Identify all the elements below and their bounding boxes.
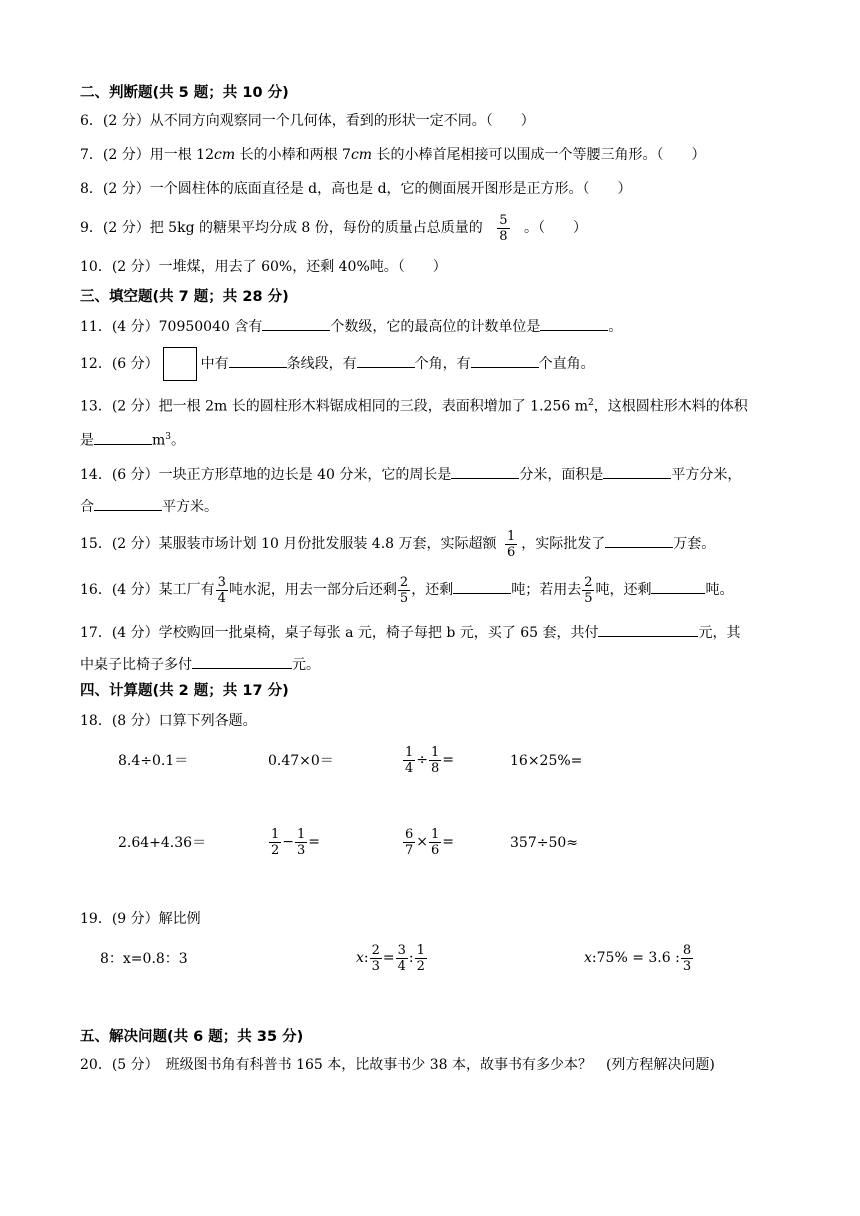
frac: [403, 745, 415, 776]
q15-text-b: ，实际批发了: [521, 536, 606, 552]
q7-unit-1: cm: [214, 147, 236, 163]
q17-text-d: 元。: [292, 657, 320, 673]
q14-text-c: 平方分米，: [671, 467, 742, 483]
frac: [681, 943, 693, 974]
q15-frac-num: 1: [506, 528, 516, 544]
frac: [403, 827, 415, 858]
frac-den: 3: [682, 958, 692, 974]
q9-text-a: 9．(2 分）把 5kg 的糖果平均分成 8 份，每份的质量占总质量的: [80, 220, 483, 236]
question-14-line1: [80, 464, 741, 484]
q16-text-c: ，还剩: [411, 582, 454, 598]
q13-text-d: m: [152, 432, 166, 449]
frac-den: 2: [416, 958, 425, 974]
calc-expr-2: 0.47×0＝: [268, 753, 334, 769]
section-heading-judgment: 二、判断题(共 5 题；共 10 分): [80, 85, 289, 101]
proportion-3-text: :75% = 3.6 :: [591, 950, 680, 966]
variable-x: x: [356, 950, 364, 966]
frac-num: 1: [416, 942, 425, 958]
q13-text-a: 13．(2 分）把一根 2m 长的圆柱形木料锯成相同的三段，表面积增加了 1.256 m: [80, 398, 588, 415]
answer-blank[interactable]: [94, 430, 152, 445]
proportion-1: 8：x=0.8：3: [100, 951, 188, 967]
answer-blank[interactable]: [471, 353, 539, 368]
q14-text-e: 平方米。: [162, 499, 218, 515]
question-7: [80, 146, 706, 164]
question-20: 20．(5 分） 班级图书角有科普书 165 本，比故事书少 38 本，故事书有多少本？ (列方程解决问题): [80, 1057, 715, 1073]
q9-frac-num: 5: [499, 212, 508, 228]
question-11: [80, 316, 622, 336]
question-8: 8．(2 分）一个圆柱体的底面直径是 d，高也是 d，它的侧面展开图形是正方形。（ ）: [80, 181, 632, 197]
q13-text-c: 是: [80, 432, 94, 449]
calc-expr-5: 2.64+4.36＝: [118, 835, 207, 851]
frac-num: 1: [405, 744, 414, 760]
operator: ÷: [416, 752, 429, 768]
q17-text-b: 元，其: [698, 625, 741, 641]
frac: [269, 827, 281, 858]
q9-text-b: 。（ ）: [523, 220, 587, 236]
q12-text-c: 条线段，有: [286, 356, 357, 372]
frac: [396, 943, 408, 974]
q16-text-d: 吨；若用去: [511, 582, 582, 598]
question-14-line2: [80, 496, 218, 516]
q14-text-d: 合: [80, 499, 94, 515]
q16-fraction-1: [216, 575, 228, 606]
frac-num: 1: [271, 826, 280, 842]
q13-sup-2: 3: [165, 432, 172, 442]
q16-fraction-2: [398, 575, 410, 606]
question-12: [80, 346, 595, 382]
calc-expr-7: [402, 822, 454, 862]
frac-den: 6: [431, 842, 440, 858]
q16-text-e: 吨，还剩: [595, 582, 652, 598]
q13-text-e: 。: [171, 432, 186, 449]
q16-f2-den: 5: [399, 590, 409, 606]
question-13-line2: [80, 428, 185, 450]
q15-frac-den: 6: [506, 544, 516, 560]
frac-den: 2: [271, 842, 280, 858]
answer-blank[interactable]: [540, 316, 608, 331]
q12-text-e: 个直角。: [538, 356, 595, 372]
equals: =: [442, 752, 455, 768]
answer-blank[interactable]: [262, 316, 330, 331]
q7-unit-2: cm: [350, 147, 373, 163]
frac-den: 8: [431, 760, 440, 776]
q15-text-c: 万套。: [673, 536, 716, 552]
q11-text-c: 。: [608, 319, 623, 335]
q13-sup-1: 2: [587, 398, 594, 408]
frac: [429, 745, 441, 776]
frac-num: 3: [397, 942, 406, 958]
question-15: [80, 526, 715, 562]
q12-text-a: 12．(6 分）: [80, 356, 159, 372]
answer-blank[interactable]: [357, 353, 415, 368]
answer-blank[interactable]: [453, 579, 511, 594]
q16-text-b: 吨水泥，用去一部分后还剩: [228, 582, 397, 598]
q12-text-b: 中有: [200, 356, 229, 372]
frac: [429, 827, 441, 858]
answer-blank[interactable]: [605, 533, 673, 548]
q13-text-b: ，这根圆柱形木料的体积: [593, 398, 748, 415]
frac-num: 2: [371, 942, 380, 958]
q15-text-a: 15．(2 分）某服装市场计划 10 月份批发服装 4.8 万套，实际超额: [80, 536, 497, 552]
variable-x: x: [584, 950, 592, 966]
answer-blank[interactable]: [94, 496, 162, 511]
colon: :: [408, 950, 414, 966]
q15-fraction: [505, 529, 517, 560]
operator: −: [282, 834, 295, 850]
operator: ×: [416, 834, 429, 850]
equals: =: [382, 950, 395, 966]
answer-blank[interactable]: [451, 464, 519, 479]
question-6: 6．(2 分）从不同方向观察同一个几何体，看到的形状一定不同。（ ）: [80, 113, 535, 129]
q7-text-a: 7．(2 分）用一根 12: [80, 147, 214, 163]
frac-den: 4: [397, 958, 406, 974]
q9-fraction: [497, 213, 509, 244]
q14-text-b: 分米，面积是: [519, 467, 604, 483]
frac: [370, 943, 382, 974]
answer-blank[interactable]: [229, 353, 287, 368]
answer-blank[interactable]: [603, 464, 671, 479]
frac-num: 6: [405, 826, 414, 842]
question-10: 10．(2 分）一堆煤，用去了 60%，还剩 40%吨。（ ）: [80, 259, 447, 275]
frac-den: 4: [405, 760, 414, 776]
colon: :: [363, 950, 369, 966]
q16-f2-num: 2: [399, 574, 409, 590]
square-figure: [163, 347, 197, 381]
q11-text-b: 个数级，它的最高位的计数单位是: [330, 319, 541, 335]
proportion-2: [356, 938, 428, 978]
frac-den: 7: [405, 842, 414, 858]
q12-text-d: 个角，有: [414, 356, 471, 372]
q17-text-a: 17．(4 分）学校购回一批桌椅，桌子每张 a 元，椅子每把 b 元，买了 65 套，共付: [80, 625, 599, 641]
frac-den: 3: [297, 842, 306, 858]
proportion-3: [584, 938, 694, 978]
q16-text-f: 吨。: [705, 582, 734, 598]
frac: [295, 827, 307, 858]
question-18-title: 18．(8 分）口算下列各题。: [80, 713, 257, 729]
q16-text-a: 16．(4 分）某工厂有: [80, 582, 215, 598]
equals: =: [442, 834, 455, 850]
q7-text-b: 长的小棒和两根 7: [235, 147, 351, 163]
frac-den: 3: [371, 958, 380, 974]
q7-text-c: 长的小棒首尾相接可以围成一个等腰三角形。（ ）: [372, 147, 706, 163]
question-19-title: 19．(9 分）解比例: [80, 911, 201, 927]
calc-expr-6: [268, 822, 320, 862]
frac-num: 1: [431, 826, 440, 842]
answer-blank[interactable]: [192, 654, 292, 669]
answer-blank[interactable]: [651, 579, 705, 594]
calc-expr-8: 357÷50≈: [510, 835, 578, 851]
frac-num: 8: [682, 942, 692, 958]
q16-f3-num: 2: [584, 574, 593, 590]
q16-f1-den: 4: [217, 590, 226, 606]
q16-f3-den: 5: [584, 590, 593, 606]
frac-num: 1: [431, 744, 440, 760]
question-17-line1: [80, 622, 740, 642]
question-16: [80, 572, 733, 608]
question-13-line1: [80, 394, 748, 416]
section-heading-fill: 三、填空题(共 7 题；共 28 分): [80, 289, 289, 305]
section-heading-problems: 五、解决问题(共 6 题；共 35 分): [80, 1029, 304, 1045]
q11-text-a: 11．(4 分）70950040 含有: [80, 319, 263, 335]
q16-f1-num: 3: [217, 574, 226, 590]
section-heading-calc: 四、计算题(共 2 题；共 17 分): [80, 683, 289, 699]
q17-text-c: 中桌子比椅子多付: [80, 657, 192, 673]
q14-text-a: 14．(6 分）一块正方形草地的边长是 40 分米，它的周长是: [80, 467, 452, 483]
frac: [415, 943, 427, 974]
answer-blank[interactable]: [598, 622, 698, 637]
equals: =: [308, 834, 321, 850]
question-17-line2: [80, 654, 320, 674]
frac-num: 1: [297, 826, 306, 842]
question-9: [80, 210, 587, 246]
q9-frac-den: 8: [499, 228, 508, 244]
calc-expr-3: [402, 740, 454, 780]
calc-expr-4: 16×25%=: [510, 753, 583, 769]
calc-expr-1: 8.4÷0.1＝: [118, 753, 189, 769]
q16-fraction-3: [582, 575, 594, 606]
